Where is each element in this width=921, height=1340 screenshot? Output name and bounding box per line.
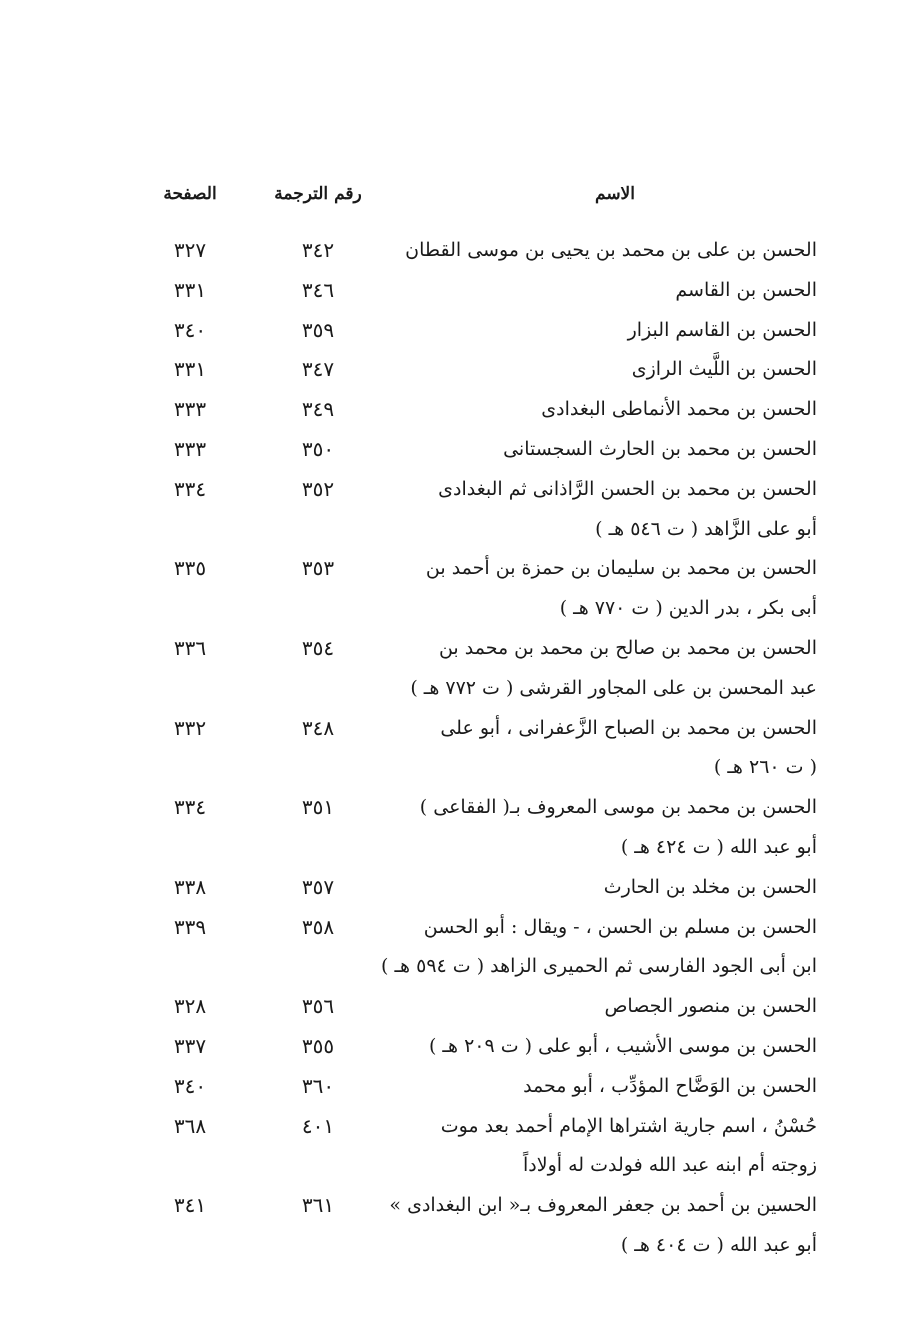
entry-number: ٣٥٤ bbox=[301, 636, 335, 660]
entry-number: ٣٦٠ bbox=[301, 1073, 335, 1098]
entry-name: الحسن بن محمد بن الصباح الزَّعفرانى ، أبو على bbox=[440, 716, 817, 739]
entry-name-continued: ( ت ٢٦٠ هـ ) bbox=[713, 756, 817, 779]
entry-name-continued: أبو على الزَّاهد ( ت ٥٤٦ هـ ) bbox=[595, 517, 817, 540]
entry-number: ٣٥٢ bbox=[301, 476, 335, 501]
entry-name: الحسن بن محمد الأنماطى البغدادى bbox=[541, 398, 817, 421]
entry-name: الحسن بن مخلد بن الحارث bbox=[603, 875, 817, 898]
entry-page: ٣٣٩ bbox=[173, 914, 207, 939]
header-name: الاسم bbox=[595, 184, 635, 204]
entry-name: الحسين بن أحمد بن جعفر المعروف بـ« ابن البغدادى » bbox=[389, 1194, 817, 1217]
entry-page: ٣٣٨ bbox=[173, 874, 207, 899]
entry-page: ٣٣٤ bbox=[173, 476, 207, 501]
entry-number: ٣٥١ bbox=[301, 795, 335, 820]
entry-name-continued: أبو عبد الله ( ت ٤٠٤ هـ ) bbox=[620, 1234, 817, 1256]
entry-page: ٣٤٠ bbox=[173, 317, 207, 342]
entry-page: ٣٦٨ bbox=[173, 1113, 207, 1138]
entry-number: ٣٥٨ bbox=[301, 914, 335, 939]
entry-page: ٣٣٣ bbox=[173, 397, 207, 422]
entry-number: ٣٤٢ bbox=[301, 238, 335, 262]
entry-number: ٤٠١ bbox=[301, 1113, 335, 1138]
entry-name: الحسن بن موسى الأشيب ، أبو على ( ت ٢٠٩ هـ ) bbox=[428, 1035, 817, 1057]
entry-number: ٣٤٧ bbox=[301, 357, 335, 382]
entry-name: الحسن بن منصور الجصاص bbox=[604, 995, 817, 1018]
entry-number: ٣٤٦ bbox=[301, 277, 335, 302]
entry-name: الحسن بن على بن محمد بن يحيى بن موسى القطان bbox=[405, 239, 817, 261]
header-page: الصفحة bbox=[163, 184, 217, 204]
entry-name-continued: أبو عبد الله ( ت ٤٢٤ هـ ) bbox=[620, 836, 817, 858]
entry-name: الحسن بن القاسم bbox=[675, 278, 817, 301]
entry-page: ٣٣٤ bbox=[173, 795, 207, 820]
entry-page: ٣٣٢ bbox=[173, 715, 207, 740]
entry-name-continued: ابن أبى الجود الفارسى ثم الحميرى الزاهد ( ت ٥٩٤ هـ ) bbox=[381, 955, 817, 978]
entry-name: الحسن بن محمد بن سليمان بن حمزة بن أحمد بن bbox=[425, 557, 817, 580]
entry-name-continued: أبى بكر ، بدر الدين ( ت ٧٧٠ هـ ) bbox=[559, 597, 817, 620]
entry-page: ٣٢٨ bbox=[173, 994, 207, 1019]
entry-number: ٣٥٦ bbox=[301, 994, 335, 1019]
entry-name: الحسن بن اللَّيث الرازى bbox=[631, 358, 817, 381]
entry-name: حُسْنُ ، اسم جارية اشتراها الإمام أحمد بعد موت bbox=[440, 1114, 817, 1137]
entry-name-continued: زوجته أم ابنه عبد الله فولدت له أولاداً bbox=[523, 1154, 817, 1177]
entry-name: الحسن بن الوَضَّاح المؤدِّب ، أبو محمد bbox=[523, 1074, 817, 1097]
entry-page: ٣٣١ bbox=[173, 357, 207, 382]
entry-name: الحسن بن القاسم البزار bbox=[627, 318, 817, 341]
entry-page: ٣٤١ bbox=[173, 1193, 207, 1218]
entry-page: ٣٣٥ bbox=[173, 556, 207, 581]
entry-name: الحسن بن محمد بن الحسن الرَّاذانى ثم البغدادى bbox=[438, 477, 817, 500]
entry-number: ٣٥٣ bbox=[301, 556, 335, 581]
entry-name: الحسن بن مسلم بن الحسن ، - ويقال : أبو الحسن bbox=[423, 915, 817, 938]
entry-number: ٣٥٩ bbox=[301, 317, 335, 342]
entry-page: ٣٤٠ bbox=[173, 1073, 207, 1098]
entry-number: ٣٥٥ bbox=[301, 1034, 335, 1058]
entry-name: الحسن بن محمد بن الحارث السجستانى bbox=[503, 438, 817, 460]
header-entry-number: رقم الترجمة bbox=[274, 184, 362, 204]
entry-number: ٣٤٨ bbox=[301, 715, 335, 740]
entry-number: ٣٥٧ bbox=[301, 874, 335, 899]
entry-name: الحسن بن محمد بن صالح بن محمد بن محمد بن bbox=[438, 637, 817, 659]
entry-page: ٣٣٣ bbox=[173, 437, 207, 461]
entry-number: ٣٦١ bbox=[301, 1193, 335, 1218]
entry-number: ٣٤٩ bbox=[301, 397, 335, 422]
entry-page: ٣٣٧ bbox=[173, 1034, 207, 1058]
entry-page: ٣٣١ bbox=[173, 277, 207, 302]
entry-page: ٣٢٧ bbox=[173, 238, 207, 262]
entry-name-continued: عبد المحسن بن على المجاور القرشى ( ت ٧٧٢ هـ ) bbox=[410, 676, 817, 699]
entry-number: ٣٥٠ bbox=[301, 437, 335, 461]
entry-page: ٣٣٦ bbox=[173, 636, 207, 660]
entry-name: الحسن بن محمد بن موسى المعروف بـ( الفقاعى ) bbox=[419, 796, 817, 819]
